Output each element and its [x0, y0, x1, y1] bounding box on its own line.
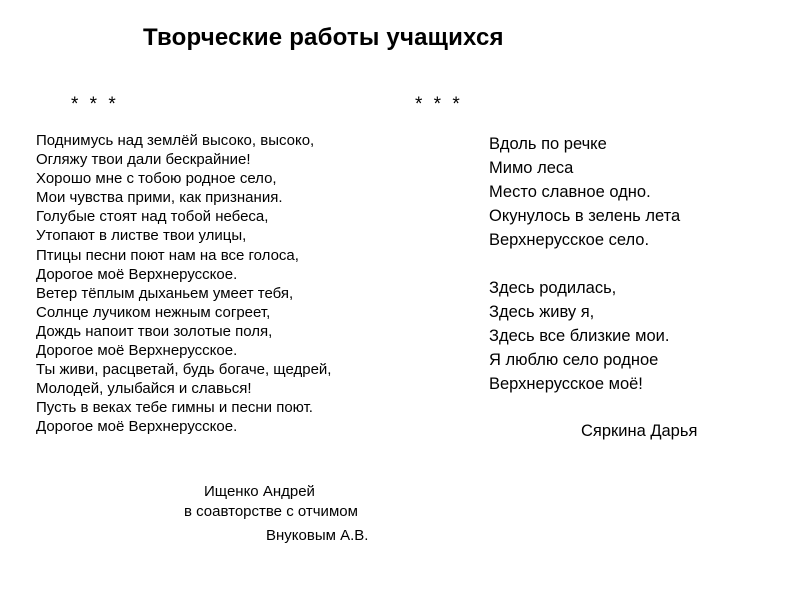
- stanza-gap: [489, 252, 779, 276]
- poem-line: Дорогое моё Верхнерусское.: [36, 418, 238, 436]
- poem-line: Верхнерусское село.: [489, 231, 650, 249]
- page-title: Творческие работы учащихся: [143, 24, 504, 51]
- left-poem-stars: * * *: [71, 94, 119, 115]
- poem-line: Голубые стоят над тобой небеса,: [36, 208, 269, 226]
- poem-line: Дорогое моё Верхнерусское.: [36, 342, 238, 360]
- poem-line: Мои чувства прими, как признания.: [36, 189, 283, 207]
- poem-line: Дождь напоит твои золотые поля,: [36, 322, 273, 340]
- poem-line: Здесь живу я,: [489, 303, 595, 321]
- poem-line: Ветер тёплым дыханьем умеет тебя,: [36, 284, 294, 302]
- poem-line: Молодей, улыбайся и славься!: [36, 380, 252, 398]
- poem-line: Хорошо мне с тобою родное село,: [36, 170, 277, 188]
- poem-line: Дорогое моё Верхнерусское.: [36, 265, 238, 283]
- poem-line: Огляжу твои дали бескрайние!: [36, 151, 251, 169]
- poem-line: Пусть в веках тебе гимны и песни поют.: [36, 399, 313, 417]
- left-poem-author: Ищенко Андрей: [204, 483, 315, 500]
- right-poem: [489, 132, 779, 396]
- poem-line: Окунулось в зелень лета: [489, 207, 681, 225]
- poem-line: Поднимусь над землёй высоко, высоко,: [36, 132, 315, 149]
- right-poem-author: Сяркина Дарья: [581, 422, 698, 440]
- poem-line: Птицы песни поют нам на все голоса,: [36, 246, 299, 264]
- poem-line: Ты живи, расцветай, будь богаче, щедрей,: [36, 361, 332, 379]
- poem-line: Мимо леса: [489, 159, 574, 177]
- poem-line: Я люблю село родное: [489, 351, 659, 369]
- poem-line: Место славное одно.: [489, 183, 651, 201]
- left-poem-coauthor: Внуковым А.В.: [266, 527, 369, 544]
- left-poem: [36, 131, 406, 437]
- poem-line: Солнце лучиком нежным согреет,: [36, 303, 271, 321]
- poem-line: Здесь родилась,: [489, 279, 617, 297]
- poem-line: Верхнерусское моё!: [489, 375, 643, 393]
- left-poem-coauthor-prefix: в соавторстве с отчимом: [184, 503, 358, 520]
- poem-line: Здесь все близкие мои.: [489, 327, 670, 345]
- poem-line: Утопают в листве твои улицы,: [36, 227, 247, 245]
- right-poem-stars: * * *: [415, 94, 463, 115]
- poem-line: Вдоль по речке: [489, 135, 607, 153]
